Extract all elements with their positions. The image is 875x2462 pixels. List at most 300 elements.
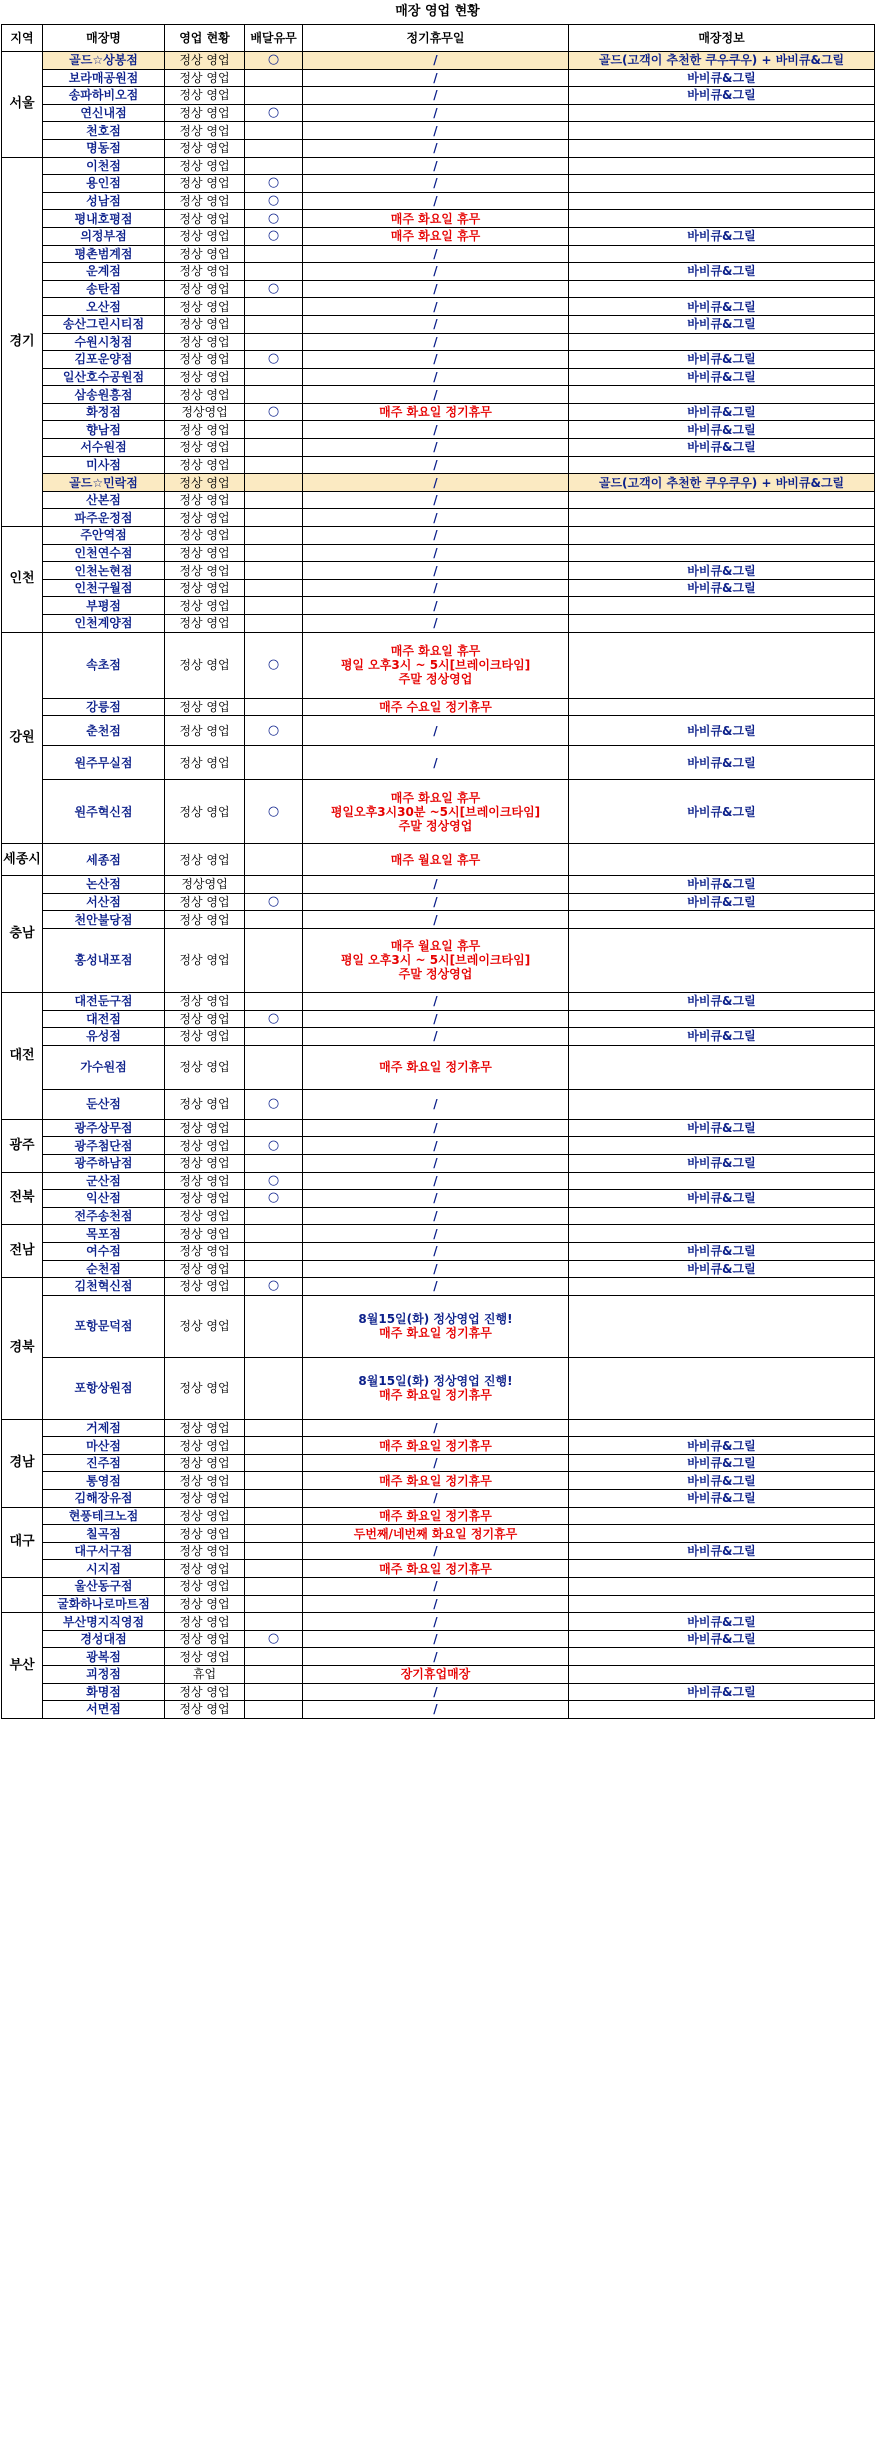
status-cell: 정상 영업 (165, 1190, 245, 1208)
store-name: 수원시청점 (43, 333, 165, 351)
delivery-mark (245, 421, 303, 439)
header-store: 매장명 (43, 25, 165, 52)
delivery-mark (245, 157, 303, 175)
holiday-cell: / (303, 716, 569, 746)
holiday-cell: / (303, 579, 569, 597)
status-cell: 정상 영업 (165, 52, 245, 70)
table-row (2, 746, 875, 780)
holiday-line: 8월15일(화) 정상영업 진행! (358, 1374, 513, 1389)
status-cell: 정상 영업 (165, 157, 245, 175)
table-row (2, 175, 875, 193)
holiday-cell: / (303, 1242, 569, 1260)
store-info: 바비큐&그릴 (569, 1630, 875, 1648)
store-info (569, 192, 875, 210)
store-name: 김천혁신점 (43, 1278, 165, 1296)
status-cell: 정상 영업 (165, 280, 245, 298)
delivery-mark (245, 1648, 303, 1666)
status-cell: 정상 영업 (165, 245, 245, 263)
delivery-mark: ○ (245, 1190, 303, 1208)
table-row (2, 1045, 875, 1089)
store-info (569, 597, 875, 615)
table-row (2, 1454, 875, 1472)
store-info (569, 1595, 875, 1613)
holiday-cell: / (303, 1278, 569, 1296)
table-row (2, 210, 875, 228)
status-cell: 휴업 (165, 1666, 245, 1684)
holiday-cell: / (303, 1542, 569, 1560)
store-name: 마산점 (43, 1437, 165, 1455)
store-info: 골드(고객이 추천한 쿠우쿠우) + 바비큐&그릴 (569, 52, 875, 70)
holiday-cell: 매주 화요일 정기휴무 (303, 1507, 569, 1525)
status-cell: 정상 영업 (165, 1242, 245, 1260)
holiday-cell: / (303, 1089, 569, 1119)
table-row (2, 1542, 875, 1560)
delivery-mark (245, 386, 303, 404)
table-row (2, 280, 875, 298)
store-info: 바비큐&그릴 (569, 876, 875, 894)
store-table (1, 24, 875, 1719)
delivery-mark (245, 509, 303, 527)
status-cell: 정상 영업 (165, 1595, 245, 1613)
store-name: 목포점 (43, 1225, 165, 1243)
table-row (2, 1010, 875, 1028)
table-row (2, 1295, 875, 1357)
store-info: 바비큐&그릴 (569, 69, 875, 87)
table-row (2, 1207, 875, 1225)
holiday-cell: / (303, 1154, 569, 1172)
delivery-mark: ○ (245, 175, 303, 193)
holiday-cell: 매주 화요일 정기휴무 (303, 1045, 569, 1089)
store-name: 서면점 (43, 1701, 165, 1719)
table-row (2, 1437, 875, 1455)
store-info (569, 210, 875, 228)
store-name: 김해장유점 (43, 1490, 165, 1508)
region-cell: 충남 (2, 876, 43, 993)
delivery-mark (245, 69, 303, 87)
table-row (2, 632, 875, 698)
region-cell: 서울 (2, 52, 43, 158)
table-row (2, 893, 875, 911)
header-info: 매장정보 (569, 25, 875, 52)
status-cell: 정상 영업 (165, 1648, 245, 1666)
store-info (569, 175, 875, 193)
delivery-mark: ○ (245, 192, 303, 210)
holiday-cell: 매주 화요일 정기휴무 (303, 1437, 569, 1455)
store-name: 향남점 (43, 421, 165, 439)
holiday-cell (303, 1357, 569, 1419)
store-info (569, 1207, 875, 1225)
status-cell: 정상 영업 (165, 1419, 245, 1437)
store-name: 골드☆민락점 (43, 474, 165, 492)
store-info (569, 544, 875, 562)
holiday-cell: / (303, 1578, 569, 1596)
delivery-mark: ○ (245, 1172, 303, 1190)
holiday-cell: / (303, 746, 569, 780)
table-row (2, 1119, 875, 1137)
store-info (569, 632, 875, 698)
table-row (2, 1648, 875, 1666)
table-row (2, 597, 875, 615)
delivery-mark (245, 122, 303, 140)
table-row (2, 562, 875, 580)
store-info: 바비큐&그릴 (569, 87, 875, 105)
store-name: 파주운정점 (43, 509, 165, 527)
status-cell: 정상 영업 (165, 615, 245, 633)
table-row (2, 509, 875, 527)
status-cell: 정상 영업 (165, 746, 245, 780)
holiday-cell: / (303, 1119, 569, 1137)
status-cell: 정상 영업 (165, 1119, 245, 1137)
store-name: 괴정점 (43, 1666, 165, 1684)
store-name: 포항문덕점 (43, 1295, 165, 1357)
delivery-mark (245, 1154, 303, 1172)
holiday-cell: / (303, 87, 569, 105)
store-info (569, 509, 875, 527)
holiday-cell: 장기휴업매장 (303, 1666, 569, 1684)
store-name: 칠곡점 (43, 1525, 165, 1543)
store-info: 바비큐&그릴 (569, 893, 875, 911)
holiday-cell: 매주 화요일 정기휴무 (303, 1472, 569, 1490)
store-info (569, 928, 875, 992)
store-info (569, 1578, 875, 1596)
store-info: 바비큐&그릴 (569, 368, 875, 386)
status-cell: 정상 영업 (165, 928, 245, 992)
holiday-cell: / (303, 544, 569, 562)
delivery-mark: ○ (245, 403, 303, 421)
status-cell: 정상 영업 (165, 780, 245, 844)
status-cell: 정상 영업 (165, 1045, 245, 1089)
delivery-mark (245, 1119, 303, 1137)
header-holiday: 정기휴무일 (303, 25, 569, 52)
store-info (569, 491, 875, 509)
store-name: 삼송원흥점 (43, 386, 165, 404)
status-cell: 정상 영업 (165, 544, 245, 562)
holiday-cell: 매주 화요일 정기휴무 (303, 403, 569, 421)
status-cell: 정상 영업 (165, 716, 245, 746)
delivery-mark (245, 615, 303, 633)
store-name: 울산동구점 (43, 1578, 165, 1596)
delivery-mark (245, 1507, 303, 1525)
store-info (569, 1137, 875, 1155)
holiday-cell: / (303, 157, 569, 175)
table-row (2, 615, 875, 633)
status-cell: 정상 영업 (165, 69, 245, 87)
holiday-cell: / (303, 527, 569, 545)
status-cell: 정상 영업 (165, 1578, 245, 1596)
delivery-mark: ○ (245, 1137, 303, 1155)
status-cell: 정상 영업 (165, 911, 245, 929)
store-name: 대구서구점 (43, 1542, 165, 1560)
delivery-mark (245, 368, 303, 386)
holiday-cell: / (303, 876, 569, 894)
store-info (569, 1666, 875, 1684)
table-row (2, 87, 875, 105)
store-info (569, 844, 875, 876)
region-cell: 경남 (2, 1419, 43, 1507)
store-info: 바비큐&그릴 (569, 1490, 875, 1508)
store-info: 바비큐&그릴 (569, 1242, 875, 1260)
status-cell: 정상 영업 (165, 139, 245, 157)
status-cell: 정상 영업 (165, 1295, 245, 1357)
region-cell: 전북 (2, 1172, 43, 1225)
store-name: 가수원점 (43, 1045, 165, 1089)
table-row (2, 1154, 875, 1172)
store-name: 대전둔구점 (43, 992, 165, 1010)
store-info: 바비큐&그릴 (569, 1613, 875, 1631)
table-row (2, 52, 875, 70)
region-cell: 세종시 (2, 844, 43, 876)
store-name: 용인점 (43, 175, 165, 193)
store-info: 바비큐&그릴 (569, 1119, 875, 1137)
status-cell: 정상 영업 (165, 439, 245, 457)
store-name: 진주점 (43, 1454, 165, 1472)
store-info (569, 122, 875, 140)
store-info (569, 1172, 875, 1190)
table-row (2, 1701, 875, 1719)
table-row (2, 544, 875, 562)
region-cell: 대전 (2, 992, 43, 1119)
delivery-mark (245, 544, 303, 562)
holiday-cell: / (303, 615, 569, 633)
store-name: 연신내점 (43, 104, 165, 122)
store-name: 순천점 (43, 1260, 165, 1278)
delivery-mark: ○ (245, 780, 303, 844)
table-row (2, 1137, 875, 1155)
table-row (2, 1595, 875, 1613)
store-name: 경성대점 (43, 1630, 165, 1648)
store-name: 익산점 (43, 1190, 165, 1208)
holiday-line: 주말 정상영업 (398, 967, 473, 982)
status-cell: 정상 영업 (165, 579, 245, 597)
table-row (2, 122, 875, 140)
holiday-cell: / (303, 1683, 569, 1701)
table-row (2, 1683, 875, 1701)
table-row (2, 698, 875, 716)
table-row (2, 139, 875, 157)
status-cell: 정상 영업 (165, 1089, 245, 1119)
store-info (569, 1701, 875, 1719)
table-row (2, 1242, 875, 1260)
holiday-cell: / (303, 491, 569, 509)
delivery-mark: ○ (245, 1010, 303, 1028)
store-info: 바비큐&그릴 (569, 403, 875, 421)
table-row (2, 1172, 875, 1190)
table-row (2, 780, 875, 844)
store-info: 바비큐&그릴 (569, 1542, 875, 1560)
store-info (569, 1648, 875, 1666)
store-info: 바비큐&그릴 (569, 562, 875, 580)
delivery-mark (245, 1437, 303, 1455)
store-name: 서산점 (43, 893, 165, 911)
status-cell: 정상 영업 (165, 1683, 245, 1701)
delivery-mark (245, 746, 303, 780)
delivery-mark (245, 1045, 303, 1089)
table-row (2, 1490, 875, 1508)
holiday-cell: 매주 화요일 정기휴무 (303, 1560, 569, 1578)
store-info (569, 1045, 875, 1089)
store-name: 이천점 (43, 157, 165, 175)
status-cell: 정상 영업 (165, 104, 245, 122)
store-info (569, 139, 875, 157)
region-cell: 전남 (2, 1225, 43, 1278)
page-title: 매장 영업 현황 (395, 4, 480, 19)
store-name: 골드☆상봉점 (43, 52, 165, 70)
table-row (2, 1666, 875, 1684)
delivery-mark (245, 333, 303, 351)
delivery-mark (245, 1666, 303, 1684)
delivery-mark (245, 1578, 303, 1596)
table-row (2, 491, 875, 509)
region-cell: 인천 (2, 527, 43, 633)
holiday-cell: / (303, 1419, 569, 1437)
store-name: 화명점 (43, 1683, 165, 1701)
holiday-cell: / (303, 439, 569, 457)
store-info: 바비큐&그릴 (569, 315, 875, 333)
delivery-mark (245, 911, 303, 929)
store-info (569, 527, 875, 545)
table-row (2, 69, 875, 87)
holiday-cell (303, 780, 569, 844)
store-name: 평촌범계점 (43, 245, 165, 263)
status-cell: 정상 영업 (165, 844, 245, 876)
store-info: 바비큐&그릴 (569, 1472, 875, 1490)
store-name: 화정점 (43, 403, 165, 421)
table-row (2, 439, 875, 457)
holiday-cell: / (303, 192, 569, 210)
store-info: 바비큐&그릴 (569, 1190, 875, 1208)
store-name: 시지점 (43, 1560, 165, 1578)
delivery-mark (245, 876, 303, 894)
store-name: 미사점 (43, 456, 165, 474)
delivery-mark (245, 1225, 303, 1243)
holiday-cell: / (303, 1010, 569, 1028)
status-cell: 정상 영업 (165, 1701, 245, 1719)
status-cell: 정상 영업 (165, 632, 245, 698)
delivery-mark (245, 87, 303, 105)
store-info (569, 1225, 875, 1243)
store-name: 송산그린시티점 (43, 315, 165, 333)
holiday-cell: / (303, 104, 569, 122)
holiday-cell: / (303, 1595, 569, 1613)
table-row (2, 1525, 875, 1543)
holiday-cell: 매주 화요일 휴무 (303, 227, 569, 245)
delivery-mark: ○ (245, 227, 303, 245)
store-info: 바비큐&그릴 (569, 1683, 875, 1701)
holiday-cell: / (303, 597, 569, 615)
status-cell: 정상 영업 (165, 509, 245, 527)
status-cell: 정상 영업 (165, 992, 245, 1010)
delivery-mark (245, 1295, 303, 1357)
status-cell: 정상 영업 (165, 474, 245, 492)
store-name: 현풍테크노점 (43, 1507, 165, 1525)
holiday-cell: / (303, 562, 569, 580)
store-name: 부평점 (43, 597, 165, 615)
holiday-line: 평일 오후3시 ~ 5시[브레이크타임] (340, 953, 531, 968)
holiday-cell: / (303, 474, 569, 492)
store-info (569, 911, 875, 929)
table-row (2, 421, 875, 439)
delivery-mark (245, 1701, 303, 1719)
holiday-line: 매주 월요일 휴무 (390, 939, 481, 954)
status-cell: 정상 영업 (165, 1028, 245, 1046)
delivery-mark (245, 928, 303, 992)
delivery-mark (245, 263, 303, 281)
holiday-cell: / (303, 139, 569, 157)
delivery-mark: ○ (245, 1630, 303, 1648)
status-cell: 정상 영업 (165, 491, 245, 509)
table-row (2, 911, 875, 929)
holiday-cell: / (303, 1260, 569, 1278)
table-row (2, 1613, 875, 1631)
store-info: 골드(고객이 추천한 쿠우쿠우) + 바비큐&그릴 (569, 474, 875, 492)
table-row (2, 351, 875, 369)
store-info (569, 1295, 875, 1357)
store-info (569, 615, 875, 633)
status-cell: 정상 영업 (165, 1357, 245, 1419)
status-cell: 정상 영업 (165, 1560, 245, 1578)
holiday-cell: / (303, 1648, 569, 1666)
region-cell (2, 1578, 43, 1613)
table-row (2, 527, 875, 545)
store-name: 주안역점 (43, 527, 165, 545)
store-name: 명동점 (43, 139, 165, 157)
table-row (2, 104, 875, 122)
store-name: 인천계양점 (43, 615, 165, 633)
store-name: 속초점 (43, 632, 165, 698)
store-info (569, 1419, 875, 1437)
holiday-cell: / (303, 1137, 569, 1155)
holiday-cell: / (303, 280, 569, 298)
status-cell: 정상 영업 (165, 1490, 245, 1508)
status-cell: 정상 영업 (165, 1525, 245, 1543)
store-info (569, 104, 875, 122)
status-cell: 정상 영업 (165, 122, 245, 140)
delivery-mark: ○ (245, 1278, 303, 1296)
holiday-cell: / (303, 351, 569, 369)
holiday-cell: / (303, 298, 569, 316)
status-cell: 정상 영업 (165, 1225, 245, 1243)
holiday-cell: / (303, 893, 569, 911)
status-cell: 정상 영업 (165, 87, 245, 105)
store-info: 바비큐&그릴 (569, 351, 875, 369)
status-cell: 정상영업 (165, 876, 245, 894)
holiday-line: 주말 정상영업 (398, 672, 473, 687)
status-cell: 정상 영업 (165, 527, 245, 545)
delivery-mark (245, 1419, 303, 1437)
store-name: 송탄점 (43, 280, 165, 298)
holiday-cell: 매주 수요일 정기휴무 (303, 698, 569, 716)
store-name: 대전점 (43, 1010, 165, 1028)
table-row (2, 1028, 875, 1046)
store-name: 부산명지직영점 (43, 1613, 165, 1631)
delivery-mark (245, 527, 303, 545)
store-info: 바비큐&그릴 (569, 716, 875, 746)
table-row (2, 368, 875, 386)
store-name: 원주무실점 (43, 746, 165, 780)
status-cell: 정상 영업 (165, 1278, 245, 1296)
status-cell: 정상 영업 (165, 1507, 245, 1525)
delivery-mark (245, 1357, 303, 1419)
table-row (2, 844, 875, 876)
store-info: 바비큐&그릴 (569, 263, 875, 281)
store-info: 바비큐&그릴 (569, 746, 875, 780)
status-cell: 정상 영업 (165, 1010, 245, 1028)
store-name: 원주혁신점 (43, 780, 165, 844)
store-name: 논산점 (43, 876, 165, 894)
delivery-mark (245, 1542, 303, 1560)
status-cell: 정상 영업 (165, 298, 245, 316)
holiday-cell: / (303, 245, 569, 263)
